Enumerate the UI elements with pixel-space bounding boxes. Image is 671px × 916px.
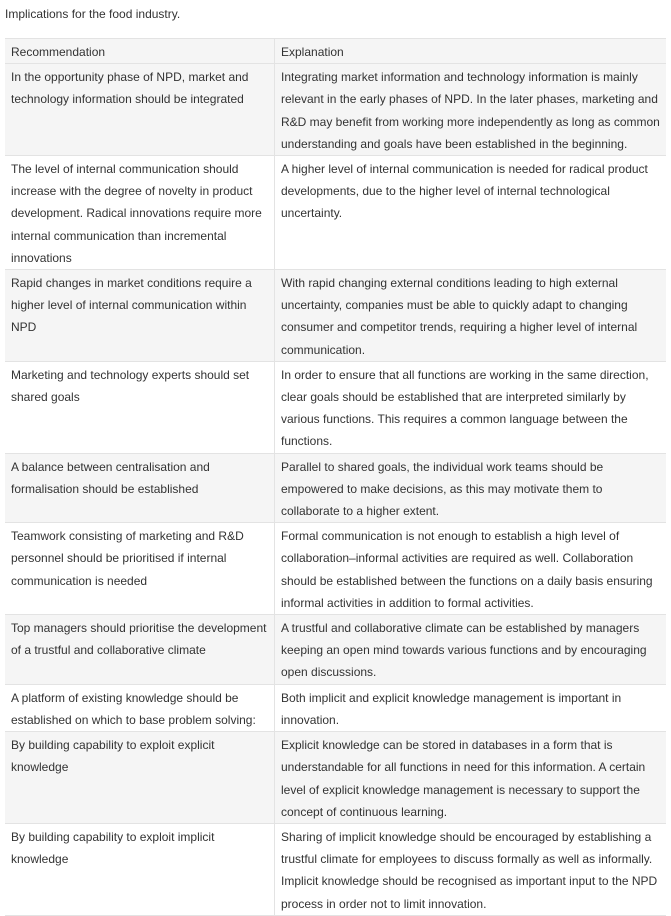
table-row — [5, 156, 666, 270]
recommendation-cell: By building capability to exploit explicit knowledge — [5, 732, 275, 824]
table-row — [5, 64, 666, 156]
table-row — [5, 454, 666, 524]
recommendation-cell: In the opportunity phase of NPD, market and technology information should be integrated — [5, 64, 275, 156]
header-explanation: Explanation — [275, 39, 666, 64]
explanation-cell: A trustful and collaborative climate can be established by managers keeping an open mind towards various functions and by encouraging open discussions. — [275, 615, 666, 685]
recommendation-cell: A balance between centralisation and formalisation should be established — [5, 454, 275, 524]
recommendation-cell: A platform of existing knowledge should be established on which to base problem solving: — [5, 685, 275, 732]
explanation-cell: Formal communication is not enough to establish a high level of collaboration–informal activities are required as well. Collaboration should be established between the functions on a daily basis ensuring informal activities in addition to formal activities. — [275, 523, 666, 615]
explanation-cell: In order to ensure that all functions are working in the same direction, clear goals should be established that are interpreted similarly by various functions. This requires a common language between the functions. — [275, 362, 666, 454]
table-header-row — [5, 39, 666, 64]
explanation-cell: A higher level of internal communication is needed for radical product developments, due to the higher level of internal technological uncertainty. — [275, 156, 666, 270]
explanation-cell: Explicit knowledge can be stored in databases in a form that is understandable for all functions in need for this information. A certain level of explicit knowledge management is necessary to support the concept of continuous learning. — [275, 732, 666, 824]
table-row — [5, 270, 666, 362]
header-recommendation: Recommendation — [5, 39, 275, 64]
recommendation-cell: Teamwork consisting of marketing and R&D personnel should be prioritised if internal communication is needed — [5, 523, 275, 615]
implications-table — [5, 38, 666, 916]
explanation-cell: Both implicit and explicit knowledge management is important in innovation. — [275, 685, 666, 732]
recommendation-cell: Top managers should prioritise the development of a trustful and collaborative climate — [5, 615, 275, 685]
table-row — [5, 732, 666, 824]
table-row — [5, 615, 666, 685]
recommendation-cell: Marketing and technology experts should set shared goals — [5, 362, 275, 454]
explanation-cell: Parallel to shared goals, the individual work teams should be empowered to make decisions, as this may motivate them to collaborate to a higher extent. — [275, 454, 666, 524]
table-row — [5, 685, 666, 732]
explanation-cell: Sharing of implicit knowledge should be encouraged by establishing a trustful climate for employees to discuss formally as well as informally. Implicit knowledge should be recognised as important input to the NPD process in order not to limit innovation. — [275, 824, 666, 916]
table-caption: Implications for the food industry. — [5, 7, 181, 21]
recommendation-cell: Rapid changes in market conditions require a higher level of internal communication within NPD — [5, 270, 275, 362]
recommendation-cell: By building capability to exploit implicit knowledge — [5, 824, 275, 916]
table-row — [5, 362, 666, 454]
table-row — [5, 523, 666, 615]
recommendation-cell: The level of internal communication should increase with the degree of novelty in product development. Radical innovations require more internal communication than incremental innovations — [5, 156, 275, 270]
explanation-cell: With rapid changing external conditions leading to high external uncertainty, companies must be able to quickly adapt to changing consumer and competitor trends, requiring a higher level of internal communication. — [275, 270, 666, 362]
explanation-cell: Integrating market information and technology information is mainly relevant in the early phases of NPD. In the later phases, marketing and R&D may benefit from working more independently as long as common understanding and goals have been established in the beginning. — [275, 64, 666, 156]
table-row — [5, 824, 666, 916]
